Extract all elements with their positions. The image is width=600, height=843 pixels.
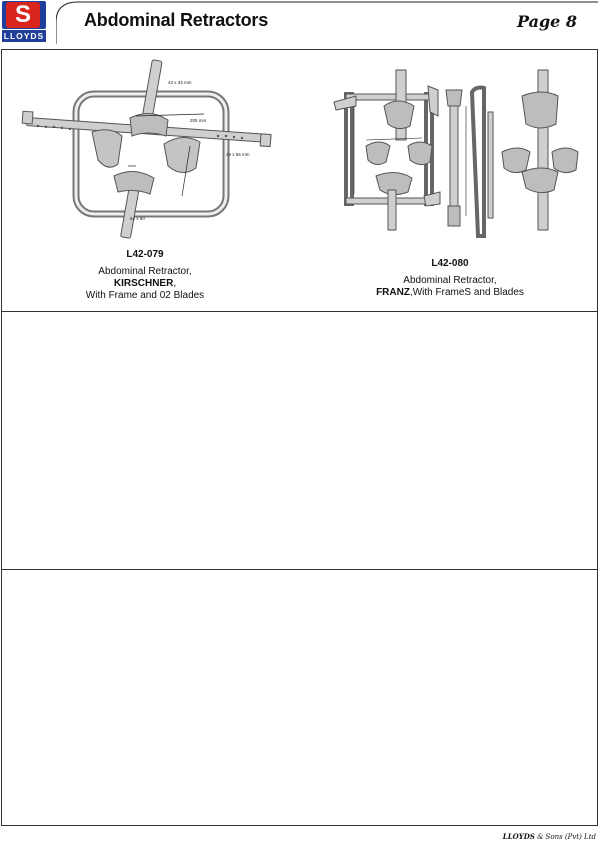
- dim-label: 64 x 60: [130, 216, 145, 221]
- dim-label: 205 mm: [190, 118, 207, 123]
- franz-retractor-image: [326, 66, 584, 244]
- product-description: Abdominal Retractor,: [403, 275, 497, 286]
- product-name-suffix: ,: [173, 278, 177, 289]
- footer-company: [503, 832, 596, 841]
- product-description: Abdominal Retractor,: [98, 266, 192, 277]
- product-name-suffix: ,With FrameS and Blades: [409, 287, 524, 298]
- logo-text: LLOYDS: [3, 31, 45, 41]
- product-name-line: [330, 287, 570, 299]
- footer-rest: & Sons (Pvt) Ltd: [534, 833, 596, 841]
- product-variant: With Frame and 02 Blades: [85, 290, 205, 301]
- product-name: FRANZ: [376, 287, 410, 298]
- row-divider: [2, 569, 597, 570]
- product-code: L42-080: [431, 258, 469, 269]
- page-number: Page 8: [517, 12, 578, 31]
- product-name: KIRSCHNER: [113, 278, 174, 289]
- page-title: Abdominal Retractors: [84, 10, 269, 30]
- footer-brand: LLOYDS: [502, 832, 535, 841]
- product-card-l42-079: [40, 249, 250, 302]
- product-code: L42-079: [126, 249, 164, 260]
- kirschner-retractor-image: [18, 56, 278, 241]
- lloyds-logo: [0, 0, 48, 44]
- product-name-line: [40, 278, 250, 290]
- dim-label: 42 x 34 mm: [168, 80, 192, 85]
- logo-letter: S: [6, 2, 40, 28]
- product-card-l42-080: [330, 258, 570, 299]
- dim-label: 48 x 56 mm: [226, 152, 250, 157]
- row-divider: [2, 311, 597, 312]
